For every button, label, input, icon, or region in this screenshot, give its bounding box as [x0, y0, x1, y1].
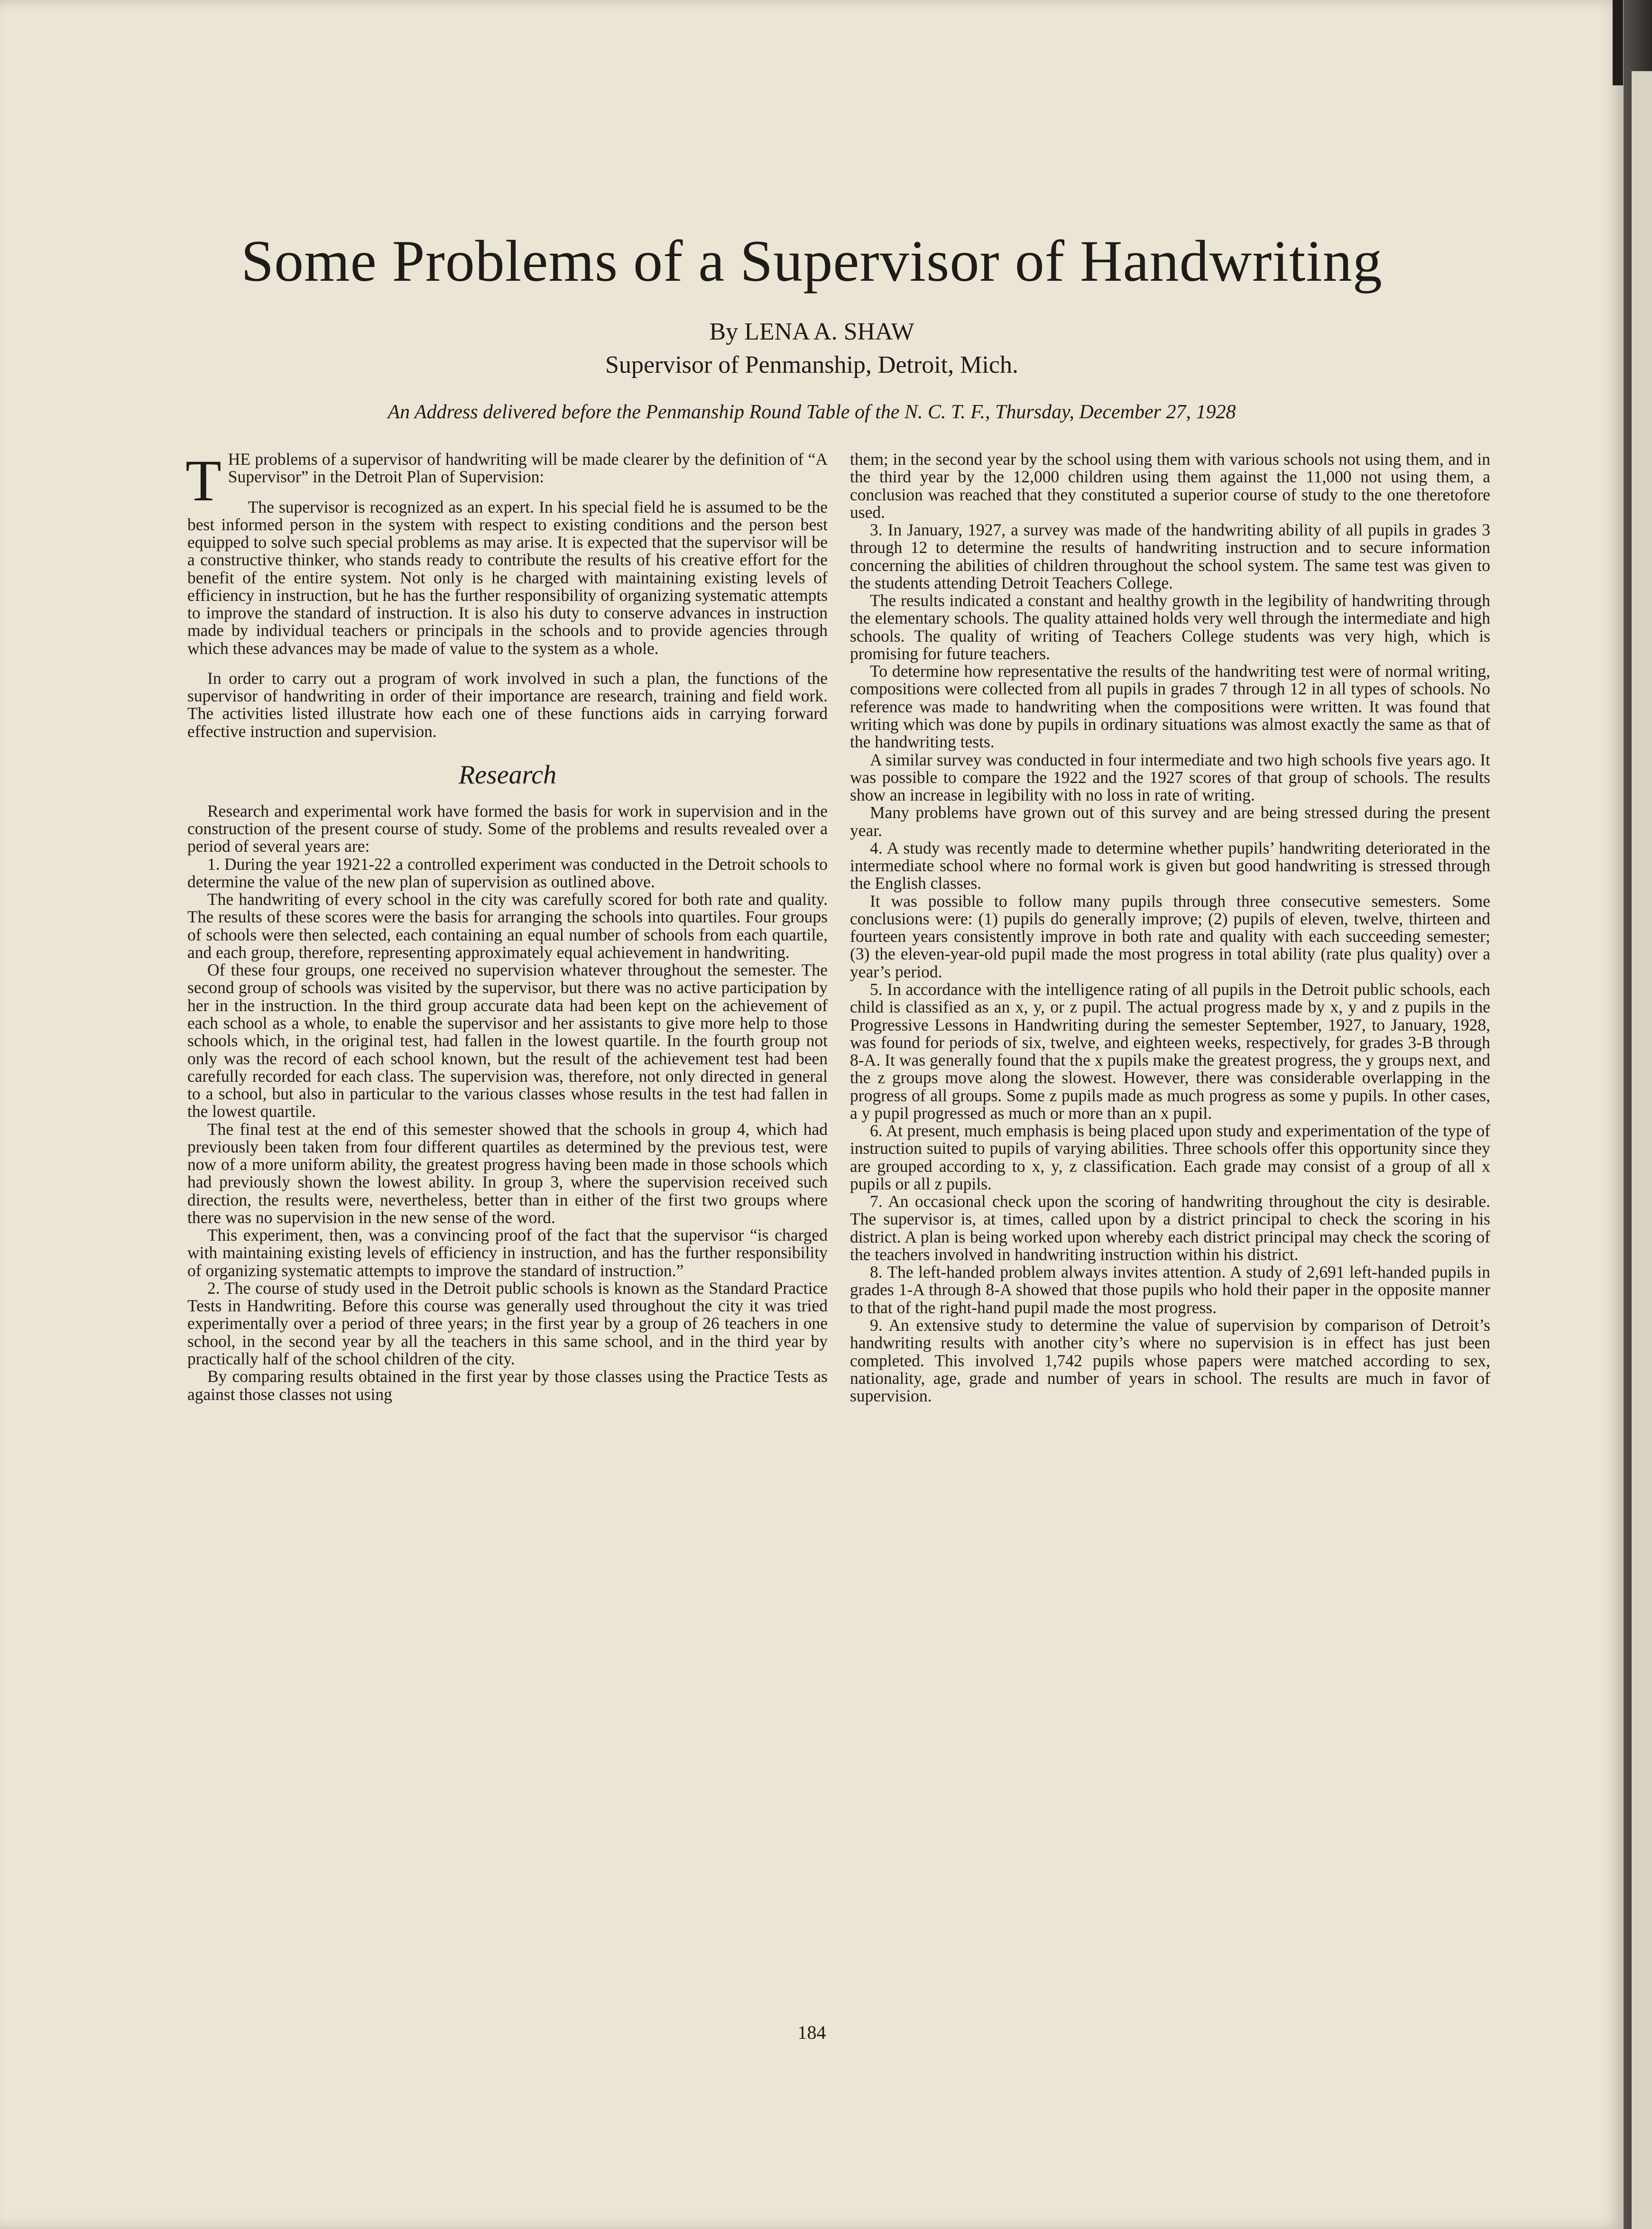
- paragraph: It was possible to follow many pupils through three consecutive semesters. Some conclusions were: (1) pupils do generally improve; (2) pupils of eleven, twelve, thirteen and fourteen years consistently improve in both rate and quality with each succeeding semester; (3) the eleven-year-old pupil made the most progress in total ability (rate plus quality) over a year’s period.: [850, 891, 1490, 981]
- author-byline: By LENA A. SHAW: [709, 318, 914, 345]
- author-affiliation: Supervisor of Penmanship, Detroit, Mich.: [605, 351, 1018, 378]
- paragraph: To determine how representative the results of the handwriting test were of normal writing, compositions were collected from all pupils in grades 7 through 12 in all types of schools. No reference was made to handwriting when the compositions were written. It was found that writing which was done by pupils in ordinary situations was almost exactly the same as that of the handwriting tests.: [850, 662, 1490, 752]
- paragraph: 3. In January, 1927, a survey was made of the handwriting ability of all pupils in grades 3 through 12 to determine the results of handwriting instruction and to secure information concerning the abilities of children throughout the school system. The same test was given to the students attending Detroit Teachers College.: [850, 520, 1490, 592]
- next-page-edge: [1632, 71, 1652, 2229]
- left-column: [185, 448, 828, 2001]
- paragraph: them; in the second year by the school using them with various schools not using them, and in the third year by the 12,000 children using them against the 11,000 not using them, a conclusion was reached that they constituted a superior course of study to the one theretofore used.: [850, 450, 1490, 522]
- binding-shadow: [1613, 0, 1623, 85]
- paragraph: The handwriting of every school in the city was carefully scored for both rate and quality. The results of these scores were the basis for arranging the schools into quartiles. Four groups of schools were then selected, each containing an equal number of schools from each quartile, and each group, therefore, representing approximately equal achievement in handwriting.: [187, 890, 828, 962]
- paragraph: A similar survey was conducted in four intermediate and two high schools five years ago. It was possible to compare the 1922 and the 1927 scores of that group of schools. The results show an increase in legibility with no loss in rate of writing.: [850, 750, 1490, 805]
- paragraph: 8. The left-handed problem always invites attention. A study of 2,691 left-handed pupils in grades 1-A through 8-A showed that those pupils who hold their paper in the opposite manner to that of the right-hand pupil made the most progress.: [850, 1262, 1490, 1317]
- article-title: Some Problems of a Supervisor of Handwriting: [241, 229, 1383, 294]
- paragraph: In order to carry out a program of work involved in such a plan, the functions of the supervisor of handwriting in order of their importance are research, training and field work. The activities listed illustrate how each one of these functions aids in carrying forward effective instruction and supervision.: [187, 668, 828, 741]
- paragraph: Research and experimental work have formed the basis for work in supervision and in the construction of the present course of study. Some of the problems and results revealed over a period of several years are:: [187, 801, 828, 856]
- paragraph: This experiment, then, was a convincing proof of the fact that the supervisor “is charged with maintaining existing levels of efficiency in instruction, and has the further responsibility of organizing systematic attempts to improve the standard of instruction.”: [187, 1225, 828, 1280]
- paragraph: The final test at the end of this semester showed that the schools in group 4, which had previously been taken from four different quartiles as determined by the previous test, were now of a more uniform ability, the greatest progress having been made in those schools which had previously shown the lowest ability. In group 3, where the supervision received such direction, the results were, nevertheless, better than in either of the first two groups where there was no supervision in the new sense of the word.: [187, 1119, 828, 1227]
- address-subtitle: An Address delivered before the Penmanship Round Table of the N. C. T. F., Thursday, December 27, 1928: [388, 401, 1236, 423]
- paragraph: 2. The course of study used in the Detroit public schools is known as the Standard Practice Tests in Handwriting. Before this course was generally used throughout the city it was tried experimentally over a period of three years; in the first year by a group of 26 teachers in one school, in the second year by all the teachers in this same school, and in the third year by practically half of the school children of the city.: [187, 1278, 828, 1369]
- paragraph: 1. During the year 1921-22 a controlled experiment was conducted in the Detroit schools to determine the value of the new plan of supervision as outlined above.: [187, 854, 828, 891]
- paragraph: 6. At present, much emphasis is being placed upon study and experimentation of the type of instruction suited to pupils of varying abilities. Three schools offer this opportunity since they are grouped according to x, y, z classification. Each grade may consist of a group of all x pupils or all z pupils.: [850, 1121, 1490, 1193]
- drop-cap: T: [185, 448, 221, 513]
- section-heading: Research: [458, 760, 557, 790]
- paragraph: Of these four groups, one received no supervision whatever throughout the semester. The second group of schools was visited by the supervisor, but there was no active participation by her in the instruction. In the third group accurate data had been kept on the achievement of each school as a whole, to enable the supervisor and her assistants to give more help to those schools which, in the original test, had fallen in the lowest quartile. In the fourth group not only was the record of each school known, but the result of the achievement test had been carefully recorded for each class. The supervision was, therefore, not only directed in general to a school, but also in particular to the various classes whose results in the test had fallen in the lowest quartile.: [187, 960, 828, 1121]
- paragraph: The results indicated a constant and healthy growth in the legibility of handwriting through the elementary schools. The quality attained holds very well through the intermediate and high schools. The quality of writing of Teachers College students was very high, which is promising for future teachers.: [850, 591, 1490, 663]
- page-number: 184: [797, 2022, 826, 2043]
- right-column: [850, 451, 1490, 2001]
- paragraph: 5. In accordance with the intelligence rating of all pupils in the Detroit public schools, each child is classified as an x, y, or z pupil. The actual progress made by x, y and z pupils in the Progressive Lessons in Handwriting during the semester September, 1927, to January, 1928, was found for periods of six, twelve, and eighteen weeks, respectively, for grades 3-B through 8-A. It was generally found that the x pupils make the greatest progress, the y groups next, and the z groups move along the slowest. However, there was considerable overlapping in the progress of all groups. Some z pupils made as much progress as some y pupils. In other cases, a y pupil progressed as much or more than an x pupil.: [850, 979, 1490, 1123]
- paragraph: The supervisor is recognized as an expert. In his special field he is assumed to be the best informed person in the system with respect to existing conditions and the person best equipped to solve such special problems as may arise. It is expected that the supervisor will be a constructive thinker, who stands ready to contribute the results of his creative effort for the benefit of the entire system. Not only is he charged with maintaining existing levels of efficiency in instruction, but he has the further responsibility of organizing systematic attempts to improve the standard of instruction. It is also his duty to conserve advances in instruction made by individual teachers or principals in the schools and to provide agencies through which these advances may be made of value to the system as a whole.: [187, 497, 828, 658]
- paragraph: 9. An extensive study to determine the value of supervision by comparison of Detroit’s handwriting results with another city’s where no supervision is in effect has just been completed. This involved 1,742 pupils whose papers were matched according to sex, nationality, age, grade and number of years in school. The results are much in favor of supervision.: [850, 1316, 1490, 1406]
- paragraph: Many problems have grown out of this survey and are being stressed during the present year.: [850, 803, 1490, 840]
- paragraph-text: HE problems of a supervisor of handwriting will be made clearer by the definition of “A Supervisor” in the Detroit Plan of Supervision:: [228, 450, 828, 487]
- paragraph: By comparing results obtained in the first year by those classes using the Practice Tests as against those classes not using: [187, 1367, 828, 1404]
- paragraph: 4. A study was recently made to determine whether pupils’ handwriting deteriorated in the intermediate school where no formal work is given but good handwriting is stressed through the English classes.: [850, 838, 1490, 893]
- paragraph: 7. An occasional check upon the scoring of handwriting throughout the city is desirable. The supervisor is, at times, called upon by a district principal to check the scoring in his district. A plan is being worked upon whereby each district principal may check the scoring of the teachers involved in handwriting instruction within his district.: [850, 1192, 1490, 1264]
- paragraph: [185, 448, 828, 513]
